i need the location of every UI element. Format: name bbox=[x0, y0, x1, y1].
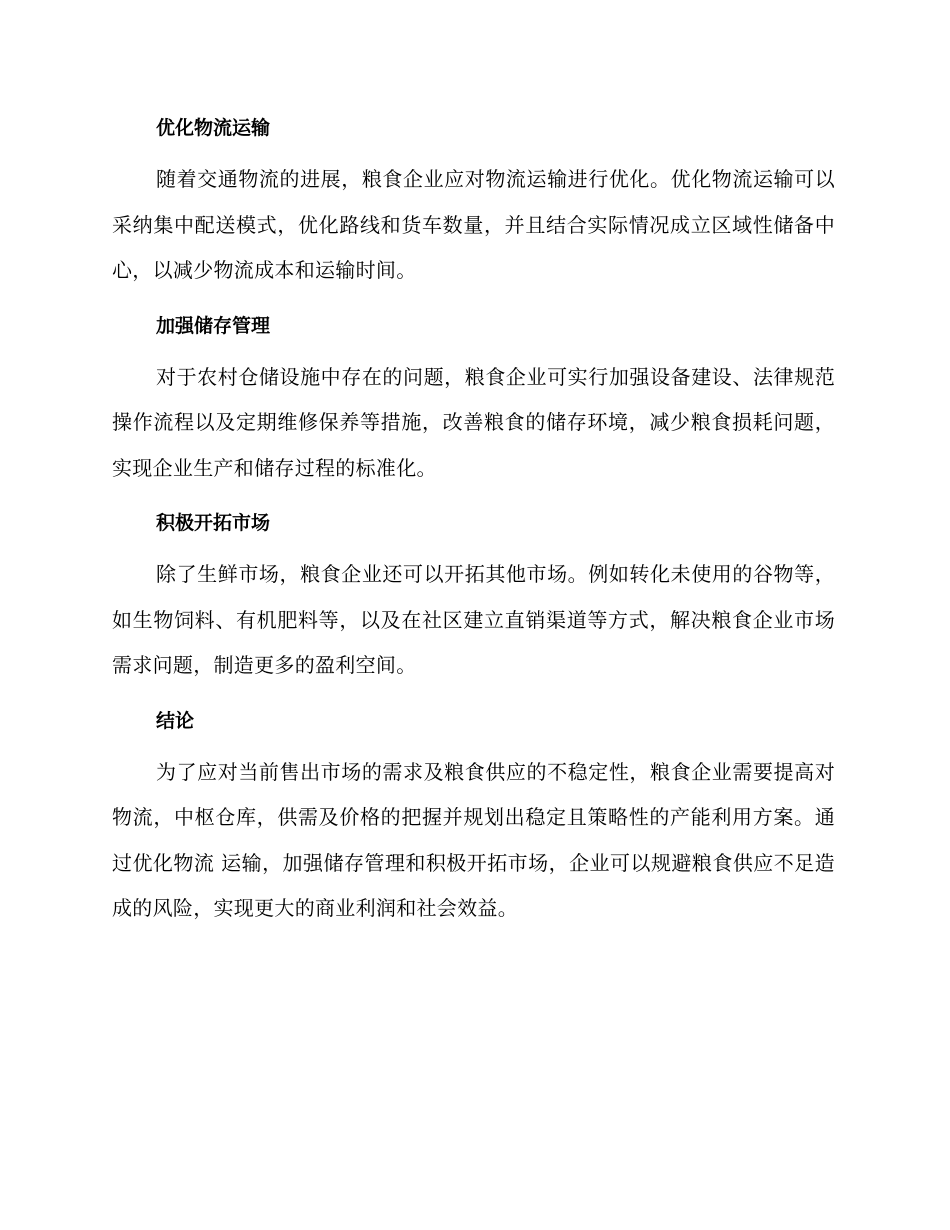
section-heading-conclusion: 结论 bbox=[156, 709, 195, 732]
section-heading-logistics: 优化物流运输 bbox=[156, 117, 271, 139]
section-heading-storage: 加强储存管理 bbox=[156, 314, 271, 337]
section-body-storage: 对于农村仓储设施中存在的问题，粮食企业可实行加强设备建设、法律规范操作流程以及定期维修保养等措施，改善粮食的储存环境，减少粮食损耗问题，实现企业生产和储存过程的标准化。 bbox=[112, 364, 835, 480]
section-body-market: 除了生鲜市场，粮食企业还可以开拓其他市场。例如转化未使用的谷物等，如生物饲料、有机肥料等，以及在社区建立直销渠道等方式，解决粮食企业市场需求问题，制造更多的盈利空间。 bbox=[112, 562, 835, 677]
section-body-logistics: 随着交通物流的进展，粮食企业应对物流运输进行优化。优化物流运输可以采纳集中配送模式，优化路线和货车数量，并且结合实际情况成立区域性储备中心，以减少物流成本和运输时间。 bbox=[112, 167, 835, 282]
section-body-conclusion: 为了应对当前售出市场的需求及粮食供应的不稳定性，粮食企业需要提高对物流，中枢仓库，供需及价格的把握并规划出稳定且策略性的产能利用方案。通过优化物流 运输，加强储存管理和积极开拓市场，企业可以规避粮食供应不足造成的风险，实现更大的商业利润和社会效益。 bbox=[112, 759, 835, 920]
section-heading-market: 积极开拓市场 bbox=[156, 512, 271, 534]
